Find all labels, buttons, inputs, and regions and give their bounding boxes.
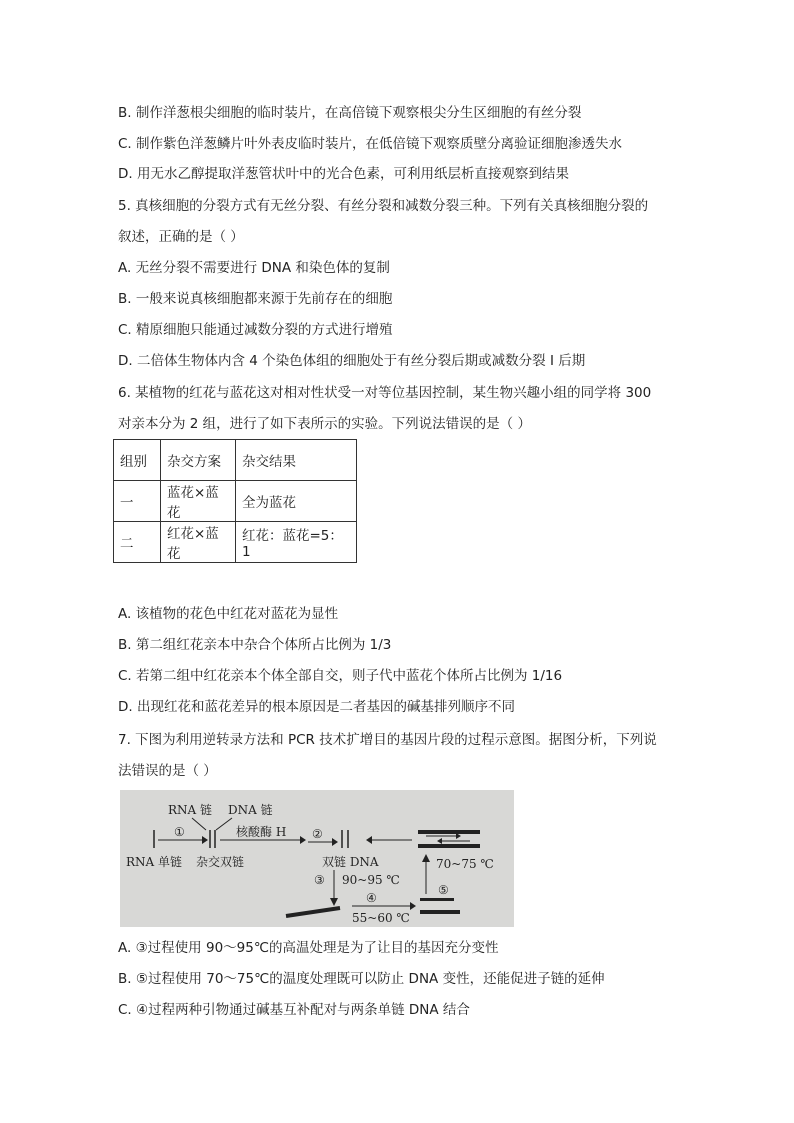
arrow-head: [332, 838, 338, 846]
q6-option-a: A. 该植物的花色中红花对蓝花为显性: [118, 606, 339, 622]
q5-option-b: B. 一般来说真核细胞都来源于先前存在的细胞: [118, 291, 393, 307]
q5-stem-line2: 叙述，正确的是（ ）: [118, 229, 244, 245]
table-header-row: [114, 440, 357, 481]
primer: [420, 898, 454, 901]
cross-table: [113, 439, 357, 563]
q6-option-b: B. 第二组红花亲本中杂合个体所占比例为 1/3: [118, 637, 392, 653]
temp-55-60-label: 55~60 ℃: [352, 911, 410, 925]
table-cell: 蓝花×蓝花: [161, 481, 236, 522]
step4-label: ④: [366, 891, 377, 905]
table-row: [114, 522, 357, 563]
arrow-head: [300, 836, 306, 844]
arrow-head: [330, 898, 338, 906]
rna-single-label: RNA 单链: [126, 855, 183, 869]
q6-option-d: D. 出现红花和蓝花差异的根本原因是二者基因的碱基排列顺序不同: [118, 699, 515, 715]
table-cell: 一: [114, 481, 161, 522]
q5-option-c: C. 精原细胞只能通过减数分裂的方式进行增殖: [118, 322, 393, 338]
q5-stem-line1: 5. 真核细胞的分裂方式有无丝分裂、有丝分裂和减数分裂三种。下列有关真核细胞分裂的: [118, 198, 649, 214]
hybrid-label: 杂交双链: [196, 855, 245, 869]
enzyme-label: 核酸酶 H: [236, 825, 287, 839]
q7-option-b: B. ⑤过程使用 70～75℃的温度处理既可以防止 DNA 变性，还能促进子链的延伸: [118, 971, 605, 987]
q4-option-c: C. 制作紫色洋葱鳞片叶外表皮临时装片，在低倍镜下观察质壁分离验证细胞渗透失水: [118, 136, 623, 152]
dna-double-strand: [418, 830, 480, 834]
arrow-head: [366, 836, 372, 844]
table-row: [114, 481, 357, 522]
double-dna-label: 双链 DNA: [322, 855, 379, 869]
q7-stem-line1: 7. 下图为利用逆转录方法和 PCR 技术扩增目的基因片段的过程示意图。据图分析，下列说: [118, 732, 657, 748]
q5-option-a: A. 无丝分裂不需要进行 DNA 和染色体的复制: [118, 260, 390, 276]
temp-70-75-label: 70~75 ℃: [436, 857, 494, 871]
q7-stem-line2: 法错误的是（ ）: [118, 763, 217, 779]
arrow-head: [410, 902, 416, 910]
arrow-head: [202, 836, 208, 844]
dna-chain-label: DNA 链: [228, 803, 273, 817]
q7-option-a: A. ③过程使用 90～95℃的高温处理是为了让目的基因充分变性: [118, 940, 499, 956]
step5-label: ⑤: [438, 883, 449, 897]
q7-option-c: C. ④过程两种引物通过碱基互补配对与两条单链 DNA 结合: [118, 1002, 470, 1018]
table-header-cell: 杂交方案: [161, 440, 236, 481]
dna-single-strand: [286, 908, 340, 916]
q4-option-b: B. 制作洋葱根尖细胞的临时装片，在高倍镜下观察根尖分生区细胞的有丝分裂: [118, 105, 582, 121]
arrow-head: [437, 838, 442, 844]
table-cell: 红花×蓝花: [161, 522, 236, 563]
table-header-cell: 杂交结果: [236, 440, 357, 481]
q6-stem-line1: 6. 某植物的红花与蓝花这对相对性状受一对等位基因控制，某生物兴趣小组的同学将 300: [118, 385, 652, 401]
step3-label: ③: [314, 873, 325, 887]
rna-chain-label: RNA 链: [168, 803, 213, 817]
dna-single-strand: [420, 910, 460, 914]
arrow-head: [422, 854, 430, 862]
pointer-line: [192, 818, 206, 830]
q6-option-c: C. 若第二组中红花亲本个体全部自交，则子代中蓝花个体所占比例为 1/16: [118, 668, 563, 684]
dna-double-strand: [418, 844, 480, 848]
table-cell: 二: [114, 522, 161, 563]
table-cell: 红花：蓝花=5：1: [236, 522, 357, 563]
pcr-diagram: [120, 790, 514, 927]
temp-90-95-label: 90~95 ℃: [342, 873, 400, 887]
q4-option-d: D. 用无水乙醇提取洋葱管状叶中的光合色素，可利用纸层析直接观察到结果: [118, 166, 569, 182]
pointer-line: [216, 818, 232, 830]
q6-stem-line2: 对亲本分为 2 组，进行了如下表所示的实验。下列说法错误的是（ ）: [118, 416, 531, 432]
table-header-cell: 组别: [114, 440, 161, 481]
step2-label: ②: [312, 827, 323, 841]
q5-option-d: D. 二倍体生物体内含 4 个染色体组的细胞处于有丝分裂后期或减数分裂 I 后期: [118, 353, 586, 369]
pcr-diagram-svg: [120, 790, 514, 927]
table-cell: 全为蓝花: [236, 481, 357, 522]
step1-label: ①: [174, 825, 185, 839]
